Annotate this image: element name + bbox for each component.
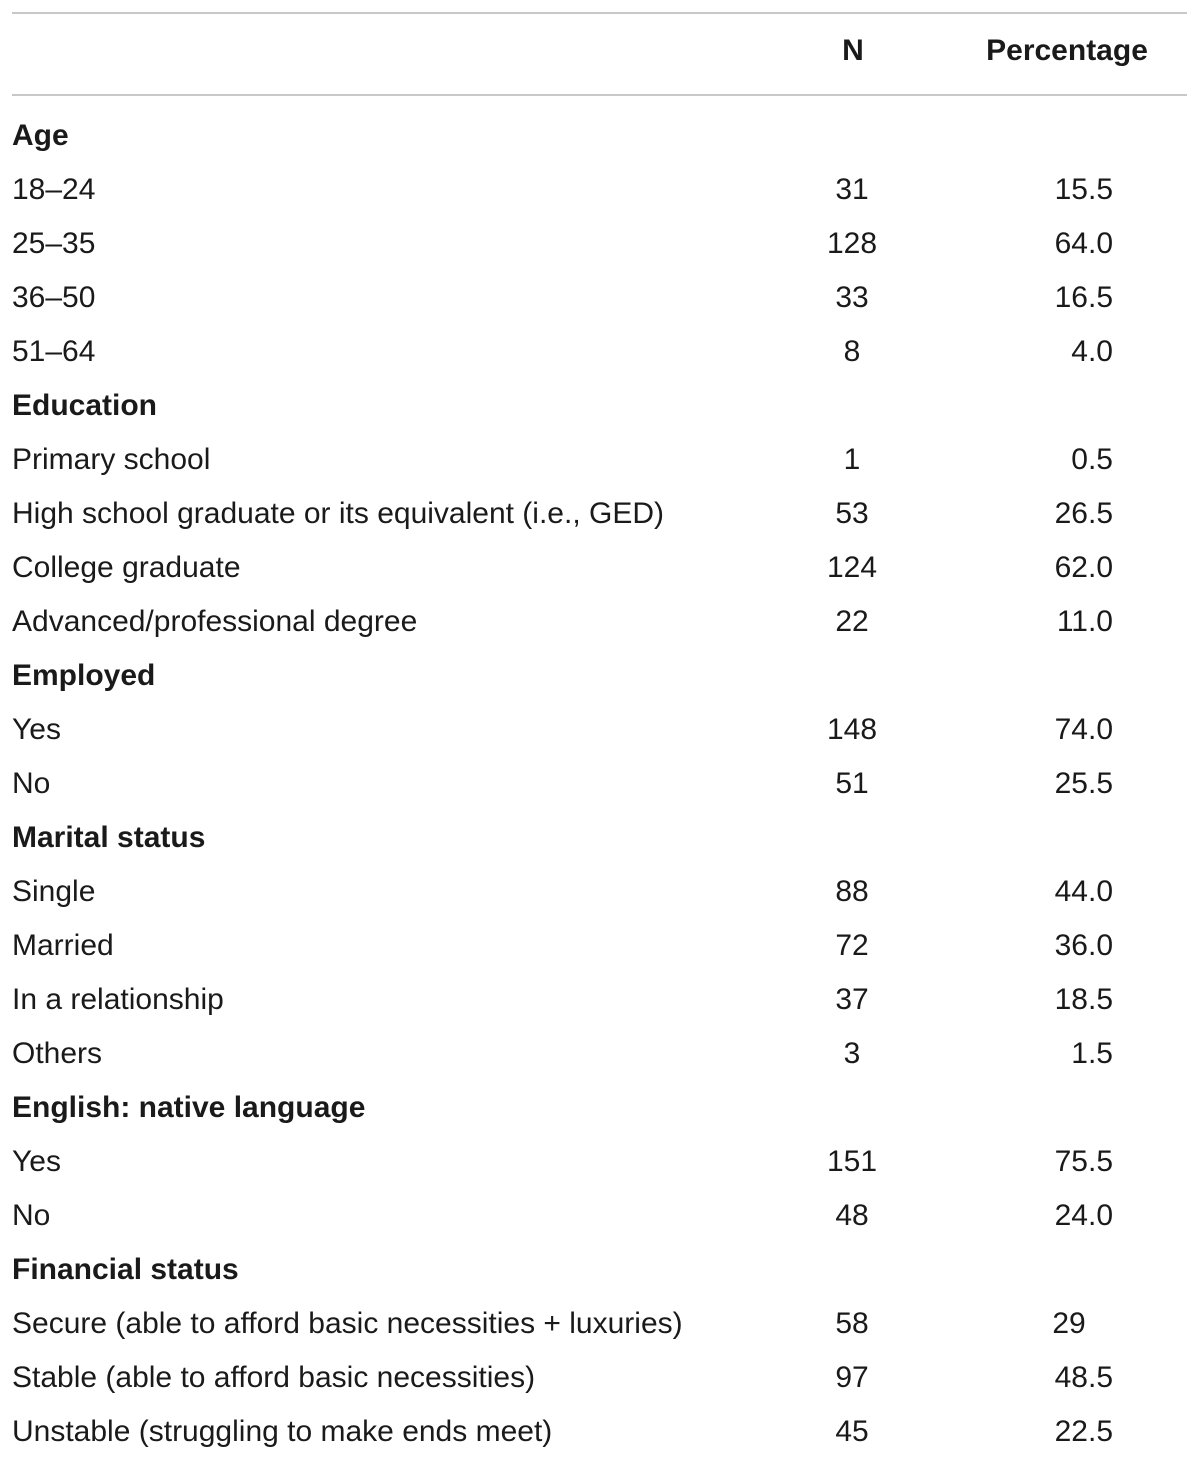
row-percentage-value: 75.5 <box>1054 1145 1113 1178</box>
row-percentage-value: 24.0 <box>1054 1199 1113 1232</box>
row-n-value: 3 <box>843 1037 861 1070</box>
table-row <box>12 757 1187 811</box>
row-n-value: 124 <box>826 551 878 584</box>
row-n-value: 72 <box>835 929 869 962</box>
section-title: Employed <box>12 659 156 692</box>
row-percentage-value: 25.5 <box>1054 767 1113 800</box>
row-label: 36–50 <box>12 281 96 314</box>
row-percentage-value: 1.5 <box>1071 1037 1113 1070</box>
row-n-value: 58 <box>835 1307 869 1340</box>
row-percentage-value: 62.0 <box>1054 551 1113 584</box>
section-title: English: native language <box>12 1091 366 1124</box>
row-label: Yes <box>12 713 61 746</box>
table-row <box>12 703 1187 757</box>
table-row <box>12 163 1187 217</box>
table-body <box>12 96 1187 1459</box>
table-row <box>12 325 1187 379</box>
row-label: In a relationship <box>12 983 224 1016</box>
row-label: 18–24 <box>12 173 96 206</box>
row-n-value: 31 <box>835 173 869 206</box>
row-label: High school graduate or its equivalent (i.e., GED) <box>12 497 664 530</box>
section-title: Education <box>12 389 158 422</box>
row-percentage-value: 74.0 <box>1054 713 1113 746</box>
row-n-value: 97 <box>835 1361 869 1394</box>
row-label: Others <box>12 1037 103 1070</box>
row-n-value: 48 <box>835 1199 869 1232</box>
section-header <box>12 811 1187 865</box>
row-label: Yes <box>12 1145 61 1178</box>
section-header <box>12 109 1187 163</box>
row-label: Unstable (struggling to make ends meet) <box>12 1415 553 1448</box>
row-n-value: 51 <box>835 767 869 800</box>
row-percentage-value: 48.5 <box>1054 1361 1113 1394</box>
table-row <box>12 1405 1187 1459</box>
row-n-value: 88 <box>835 875 869 908</box>
row-percentage-value: 26.5 <box>1054 497 1113 530</box>
row-percentage-value: 15.5 <box>1054 173 1113 206</box>
row-n-value: 151 <box>826 1145 878 1178</box>
row-label: No <box>12 1199 51 1232</box>
row-label: Secure (able to afford basic necessities + luxuries) <box>12 1307 683 1340</box>
section-title: Age <box>12 119 69 152</box>
row-label: College graduate <box>12 551 241 584</box>
row-label: Single <box>12 875 96 908</box>
section-header <box>12 379 1187 433</box>
table-row <box>12 1351 1187 1405</box>
table-row <box>12 1189 1187 1243</box>
section-header <box>12 1081 1187 1135</box>
row-percentage-value: 22.5 <box>1054 1415 1113 1448</box>
row-n-value: 148 <box>826 713 878 746</box>
row-label: Married <box>12 929 114 962</box>
row-percentage-value: 0.5 <box>1071 443 1113 476</box>
row-label: 25–35 <box>12 227 96 260</box>
section-header <box>12 649 1187 703</box>
row-n-value: 45 <box>835 1415 869 1448</box>
row-percentage-value: 64.0 <box>1054 227 1113 260</box>
row-percentage-value: 36.0 <box>1054 929 1113 962</box>
row-percentage-value: 44.0 <box>1054 875 1113 908</box>
table-row <box>12 1027 1187 1081</box>
column-header-n: N <box>842 34 864 67</box>
row-n-value: 37 <box>835 983 869 1016</box>
row-n-value: 33 <box>835 281 869 314</box>
table-row <box>12 1135 1187 1189</box>
row-percentage-value: 16.5 <box>1054 281 1113 314</box>
row-n-value: 128 <box>826 227 878 260</box>
row-percentage-value: 18.5 <box>1054 983 1113 1016</box>
table-row <box>12 433 1187 487</box>
table-row <box>12 487 1187 541</box>
table-row <box>12 865 1187 919</box>
row-percentage-value: 11.0 <box>1056 605 1113 638</box>
table-row <box>12 217 1187 271</box>
table-row <box>12 973 1187 1027</box>
row-n-value: 8 <box>843 335 861 368</box>
row-label: No <box>12 767 51 800</box>
section-title: Financial status <box>12 1253 239 1286</box>
row-percentage-value: 29 <box>1052 1307 1086 1340</box>
table-row <box>12 1297 1187 1351</box>
row-label: Advanced/professional degree <box>12 605 418 638</box>
table-row <box>12 919 1187 973</box>
column-header-percentage: Percentage <box>986 34 1148 67</box>
row-n-value: 53 <box>835 497 869 530</box>
section-header <box>12 1243 1187 1297</box>
row-label: Primary school <box>12 443 211 476</box>
row-label: Stable (able to afford basic necessities) <box>12 1361 536 1394</box>
row-label: 51–64 <box>12 335 96 368</box>
table-row <box>12 271 1187 325</box>
row-n-value: 1 <box>843 443 861 476</box>
table-row <box>12 595 1187 649</box>
demographics-table <box>12 12 1187 1459</box>
section-title: Marital status <box>12 821 206 854</box>
row-n-value: 22 <box>835 605 869 638</box>
row-percentage-value: 4.0 <box>1071 335 1113 368</box>
table-header <box>12 14 1187 94</box>
table-row <box>12 541 1187 595</box>
